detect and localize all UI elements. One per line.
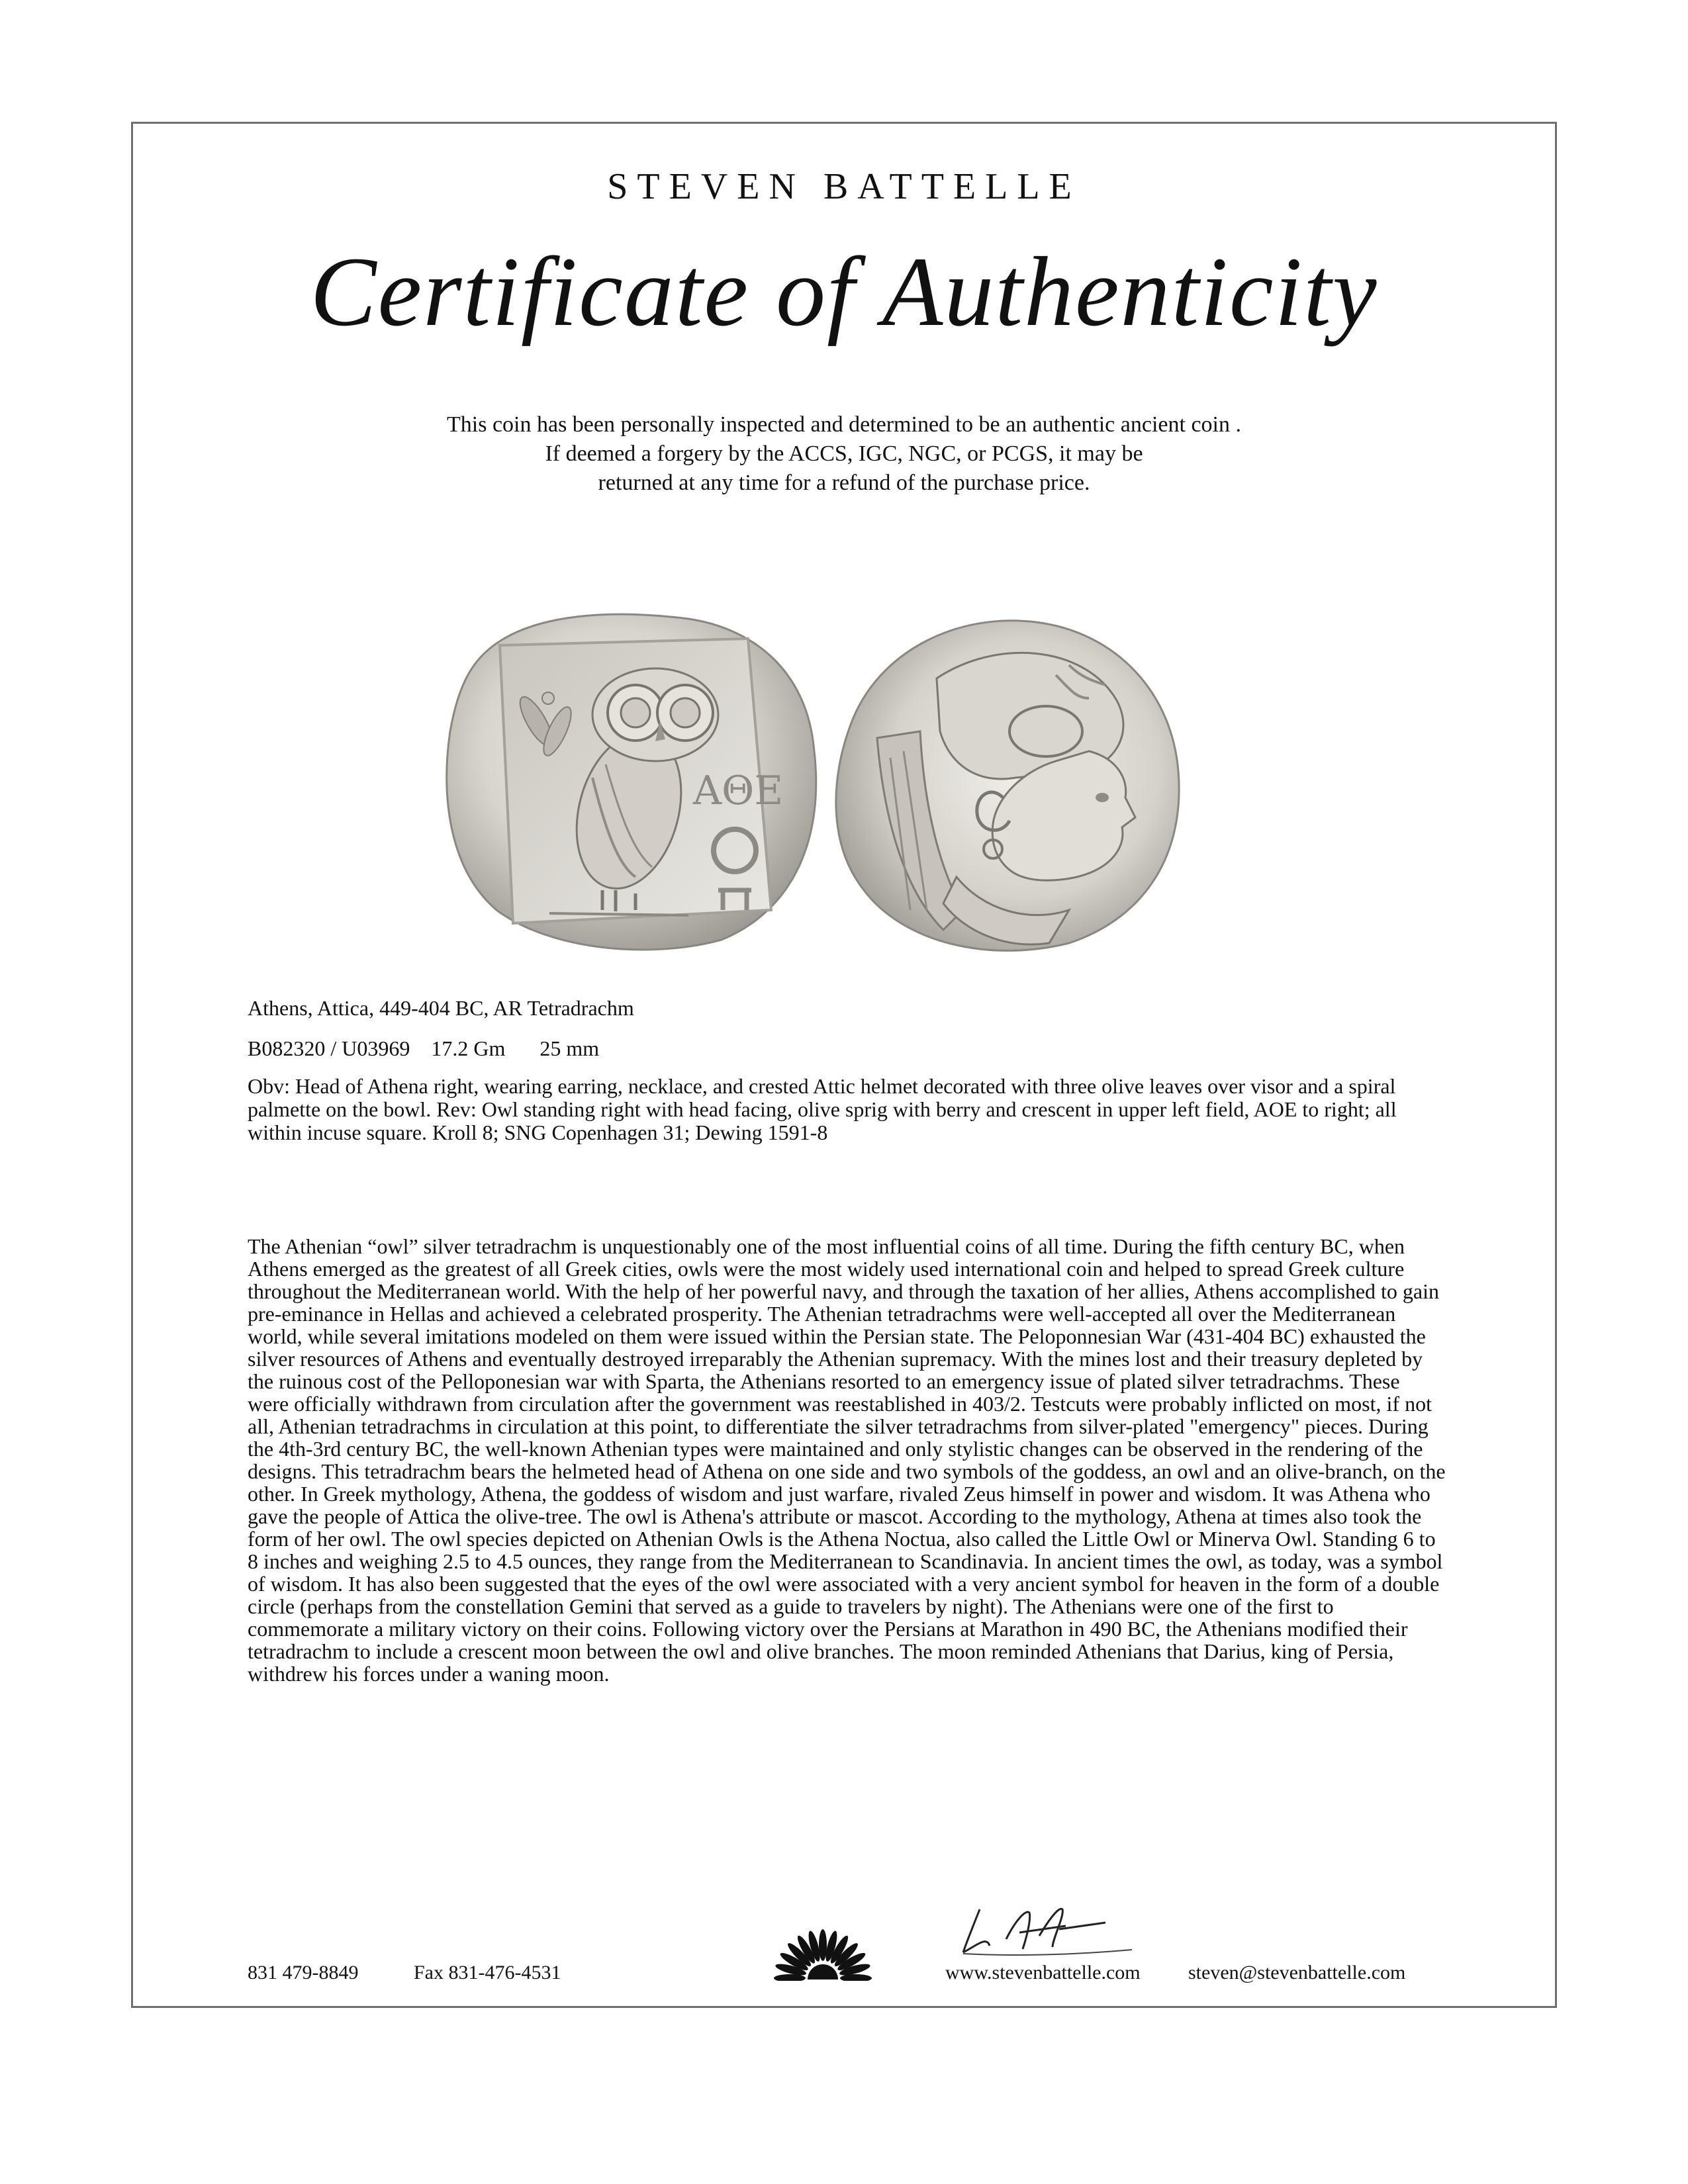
guarantee-line-3: returned at any time for a refund of the purchase price. (598, 471, 1090, 495)
title-word-certificate: Certificate (310, 237, 750, 347)
guarantee-line-2: If deemed a forgery by the ACCS, IGC, NGC, or PCGS, it may be (545, 441, 1143, 466)
footer-phone: 831 479-8849 (248, 1962, 359, 1983)
coin-obverse-athena-image (804, 599, 1188, 956)
sunburst-icon (767, 1923, 879, 1981)
footer-website-link[interactable]: www.stevenbattelle.com (945, 1962, 1141, 1983)
coin-specs (248, 1036, 599, 1061)
title-word-of: of (776, 237, 856, 347)
history-text (248, 1235, 1446, 1685)
coin-legend-text: AΘE (692, 768, 784, 814)
footer-fax: Fax 831-476-4531 (414, 1962, 561, 1983)
title-word-authenticity: Authenticity (882, 237, 1378, 347)
guarantee-statement (0, 410, 1688, 498)
signature-icon (953, 1899, 1139, 1959)
brand-name: STEVEN BATTELLE (607, 166, 1081, 207)
coin-reverse-owl-image (437, 599, 827, 956)
sunburst-ray (819, 1929, 827, 1961)
coin-inventory-id: B082320 / U03969 (248, 1036, 410, 1060)
coin-title: Athens, Attica, 449-404 BC, AR Tetradrachm (248, 996, 634, 1020)
history-paragraph: The Athenian “owl” silver tetradrachm is unquestionably one of the most influential coins of all time. During the fifth century BC, when Athens emerged as the greatest of all Greek cities, owls were the most widely used international coin and helped to spread Greek culture throughout the Mediterranean world. With the help of her powerful navy, and through the taxation of her allies, Athens accomplished to gain pre-eminance in Hellas and achieved a celebrated prosperity. The Athenian tetradrachms were well-accepted all over the Mediterranean world, while several imitations modeled on them were issued within the Persian state. The Peloponnesian War (431-404 BC) exhausted the silver resources of Athens and eventually destroyed irreparably the Athenian supremacy. With the mines lost and their treasury depleted by the ruinous cost of the Pelloponesian war with Sparta, the Athenians resorted to an emergency issue of plated silver tetradrachms. These were officially withdrawn from circulation after the government was reestablished in 403/2. Testcuts were probably inflicted on most, if not all, Athenian tetradrachms in circulation at this point, to differentiate the silver tetradrachms from silver-plated "emergency" pieces. During the 4th-3rd century BC, the well-known Athenian types were maintained and only stylistic changes can be observed in the rendering of the designs. This tetradrachm bears the helmeted head of Athena on one side and two symbols of the goddess, an owl and an olive-branch, on the other. In Greek mythology, Athena, the goddess of wisdom and just warfare, rivaled Zeus himself in power and wisdom. It was Athena who gave the people of Attica the olive-tree. The owl is Athena's attribute or mascot. According to the mythology, Athena at times also took the form of her owl. The owl species depicted on Athenian Owls is the Athena Noctua, also called the Little Owl or Minerva Owl. Standing 6 to 8 inches and weighing 2.5 to 4.5 ounces, they range from the Mediterranean to Scandinavia. In ancient times the owl, as today, was a symbol of wisdom. It has also been suggested that the eyes of the owl were associated with a very ancient symbol for heaven in the form of a double circle (perhaps from the constellation Gemini that served as a guide to travelers by night). The Athenians were one of the first to commemorate a military victory on their coins. Following victory over the Persians at Marathon in 490 BC, the Athenians modified their tetradrachm to include a crescent moon between the owl and olive branches. The moon reminded Athenians that Darius, king of Persia, withdrew his forces under a waning moon. (248, 1234, 1446, 1686)
sunburst-center (808, 1964, 838, 1979)
certificate-frame (131, 122, 1557, 2008)
footer-email-link[interactable]: steven@stevenbattelle.com (1188, 1962, 1406, 1983)
coin-description: Obv: Head of Athena right, wearing earring, necklace, and crested Attic helmet decorated with three olive leaves over visor and a spiral palmette on the bowl. Rev: Owl standing right with head facing, olive sprig with berry and crescent in upper left field, AOE to right; all within incuse square. Kroll 8; SNG Copenhagen 31; Dewing 1591-8 (248, 1074, 1397, 1144)
certificate-title (0, 235, 1688, 349)
guarantee-line-1: This coin has been personally inspected and determined to be an authentic ancient coin . (447, 412, 1241, 437)
coin-diameter: 25 mm (539, 1036, 600, 1060)
coin-weight: 17.2 Gm (431, 1036, 506, 1060)
